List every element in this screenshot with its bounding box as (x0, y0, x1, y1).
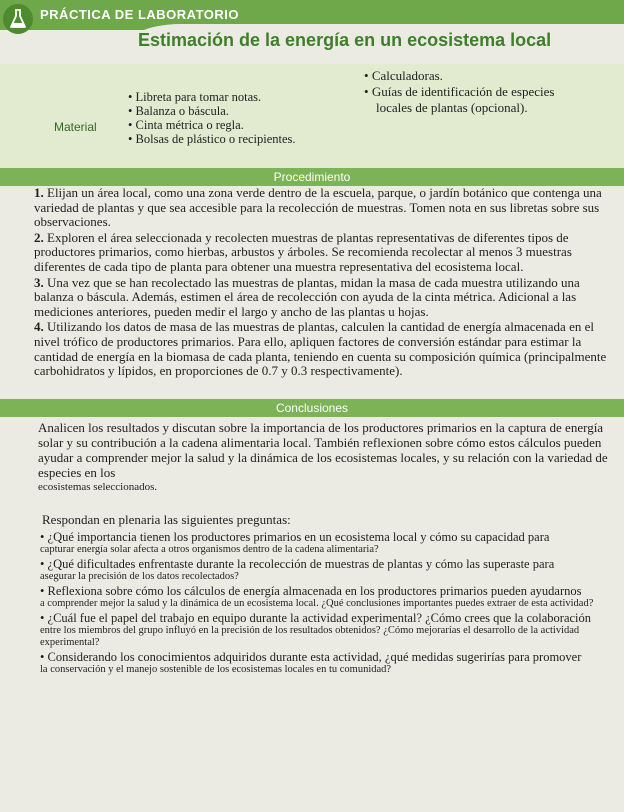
procedure-step: 1. Elijan un área local, como una zona verde dentro de la escuela, parque, o jardín botánico que contenga una variedad de plantas y que sea accesible para la recolección de muestras. Tomen nota en sus libretas sobre sus observaciones. (34, 185, 602, 230)
material-item: • Libreta para tomar notas. (128, 90, 296, 104)
conclusions-paragraph: Analicen los resultados y discutan sobre la importancia de los productores primarios en la captura de energía solar y su contribución a la cadena alimentaria local. También reflexionen sobre cómo estos cálculos pueden ayudar a comprender mejor la salud y la dinámica de los ecosistemas locales, y su relación con la variedad de especies en los (38, 420, 608, 480)
procedure-step: 2. Exploren el área seleccionada y recolecten muestras de plantas representativas de diferentes tipos de productores primarios, como hierbas, arbustos y árboles. Se recomienda recolectar al menos 3 muestras diferentes de cada tipo de planta para obtener una muestra representativa del ecosistema local. (34, 229, 572, 274)
question-item: • ¿Qué dificultades enfrentaste durante la recolección de muestras de plantas y cómo las superaste para asegurar la precisión de los datos recolectados? (40, 557, 620, 583)
material-list-1 (128, 90, 296, 146)
flask-icon (3, 4, 33, 34)
material-item: locales de plantas (opcional). (376, 100, 528, 115)
question-item: • ¿Cuál fue el papel del trabajo en equipo durante la actividad experimental? ¿Cómo crees que la colaboración entre los miembros del grupo influyó en la precisión de los resultados obtenidos? ¿Cómo mejorarías el desarrollo de la actividad experimental? (40, 611, 620, 649)
conclusions-text (38, 420, 620, 495)
question-item: • ¿Qué importancia tienen los productores primarios en un ecosistema local y cómo su capacidad para capturar energía solar afecta a otros organismos dentro de la cadena alimentaria? (40, 530, 620, 556)
procedure-step: 3. Una vez que se han recolectado las muestras de plantas, midan la masa de cada muestra utilizando una balanza o báscula. Además, estimen el área de recolección con ayuda de la cinta métrica. Adicional a las mediciones anteriores, pueden medir el largo y ancho de las plantas u hojas. (34, 274, 580, 319)
procedure-steps (34, 186, 620, 380)
page-title: Estimación de la energía en un ecosistema local (138, 30, 552, 50)
question-list (40, 530, 620, 677)
material-item: • Bolsas de plástico o recipientes. (128, 132, 296, 146)
material-item: • Calculadoras. (364, 68, 554, 84)
conclusions-tail: ecosistemas seleccionados. (38, 481, 158, 493)
material-item: • Cinta métrica o regla. (128, 118, 296, 132)
material-label: Material (54, 120, 97, 134)
respond-instruction: Respondan en plenaria las siguientes preguntas: (42, 512, 291, 527)
material-item: • Balanza o báscula. (128, 104, 296, 118)
procedure-step: 4. Utilizando los datos de masa de las muestras de plantas, calculen la cantidad de energía almacenada en el nivel trófico de productores primarios. Para ello, apliquen factores de conversión estándar para estimar la cantidad de energía en la biomasa de cada planta, teniendo en cuenta su composición química (principalmente carbohidratos y lípidos, en proporciones de 0.7 y 0.3 respectivamente). (34, 319, 607, 379)
lab-label: PRÁCTICA DE LABORATORIO (40, 7, 240, 22)
procedimiento-heading: Procedimiento (0, 168, 624, 186)
conclusiones-heading: Conclusiones (0, 399, 624, 417)
material-item: • Guías de identificación de especies (364, 84, 554, 100)
question-item: • Reflexiona sobre cómo los cálculos de energía almacenada en los productores primarios pueden ayudarnos a comprender mejor la salud y la dinámica de un ecosistema local. ¿Qué conclusiones importantes puedes extraer de esta actividad? (40, 584, 620, 610)
material-list-2 (364, 68, 554, 116)
question-item: • Considerando los conocimientos adquiridos durante esta actividad, ¿qué medidas sugerirías para promover la conservación y el manejo sostenible de los ecosistemas locales en tu comunidad? (40, 650, 620, 676)
